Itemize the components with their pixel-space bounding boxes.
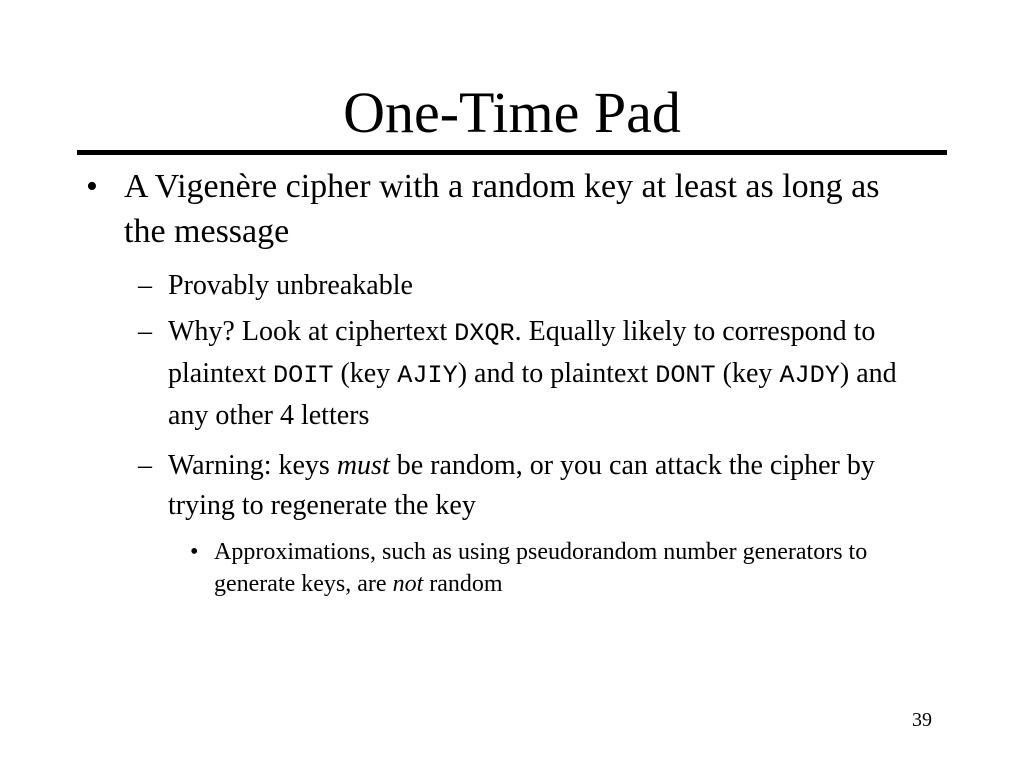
ciphertext-code: DXQR xyxy=(454,319,515,348)
why-text-6: ) and any other 4 letters xyxy=(168,358,897,431)
why-text-2: . Equally likely to correspond to plaintext xyxy=(168,316,876,389)
why-text-1: Why? Look at ciphertext xyxy=(168,316,455,347)
subsubbullet-approximations xyxy=(190,536,914,600)
key-code-2: AJDY xyxy=(779,361,840,390)
approx-text-2: random xyxy=(423,571,503,597)
warning-text-1: Warning: keys xyxy=(168,450,337,481)
plaintext-code-2: DONT xyxy=(655,361,716,390)
subbullet-text: Provably unbreakable xyxy=(168,270,413,301)
bullet-text: A Vigenère cipher with a random key at least as long as the message xyxy=(124,168,880,250)
slide-title: One-Time Pad xyxy=(343,80,681,145)
dash-marker: – xyxy=(138,270,152,301)
why-text-3: (key xyxy=(333,358,398,389)
bullet-marker: • xyxy=(86,168,98,205)
subbullet-why xyxy=(138,312,928,436)
warning-text-2: be random, or you can attack the cipher by trying to regenerate the key xyxy=(168,450,875,521)
approx-text-1: Approximations, such as using pseudorandom number generators to generate keys, are xyxy=(214,539,868,597)
approx-emphasis: not xyxy=(392,571,424,597)
key-code-1: AJIY xyxy=(397,361,458,390)
why-text-4: ) and to plaintext xyxy=(457,358,656,389)
warning-emphasis: must xyxy=(336,450,390,481)
why-text-5: (key xyxy=(715,358,780,389)
subbullet-warning xyxy=(138,446,928,526)
dash-marker: – xyxy=(138,316,152,347)
plaintext-code-1: DOIT xyxy=(272,361,334,390)
bullet-vigenere xyxy=(86,164,924,254)
dash-marker: – xyxy=(138,450,152,481)
subbullet-unbreakable xyxy=(138,266,928,306)
bullet-marker: • xyxy=(190,539,199,565)
page-number: 39 xyxy=(912,709,932,731)
